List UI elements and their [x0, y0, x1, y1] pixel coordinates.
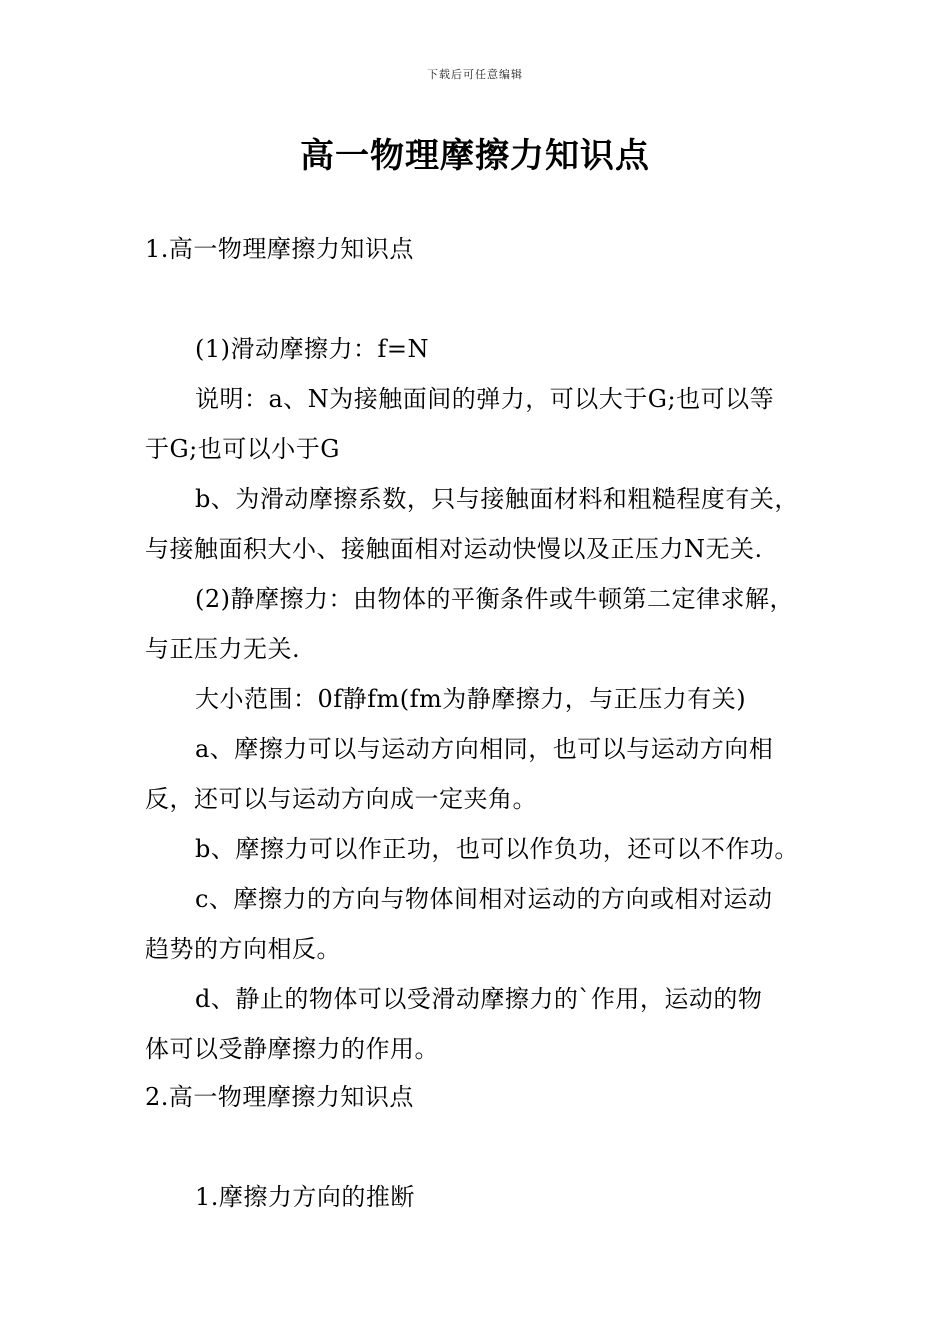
paragraph-line: 与接触面积大小、接触面相对运动快慢以及正压力N无关. — [145, 535, 763, 563]
paragraph-line: 说明：a、N为接触面间的弹力，可以大于G;也可以等 — [195, 385, 775, 413]
subsection-heading: 1.摩擦力方向的推断 — [195, 1183, 415, 1211]
paragraph-line: b、为滑动摩擦系数，只与接触面材料和粗糙程度有关， — [195, 485, 799, 513]
paragraph-line: (1)滑动摩擦力：f=N — [195, 335, 429, 363]
paragraph-line: b、摩擦力可以作正功，也可以作负功，还可以不作功。 — [195, 835, 799, 863]
paragraph-line: (2)静摩擦力：由物体的平衡条件或牛顿第二定律求解， — [195, 585, 794, 613]
paragraph-line: a、摩擦力可以与运动方向相同，也可以与运动方向相 — [195, 735, 774, 763]
header-note: 下载后可任意编辑 — [427, 68, 523, 81]
paragraph-line: 体可以受静摩擦力的作用。 — [145, 1035, 439, 1063]
paragraph-line: c、摩擦力的方向与物体间相对运动的方向或相对运动 — [195, 885, 773, 913]
section-heading-1: 1.高一物理摩擦力知识点 — [145, 235, 414, 263]
paragraph-line: d、静止的物体可以受滑动摩擦力的`作用，运动的物 — [195, 985, 763, 1013]
paragraph-line: 与正压力无关. — [145, 635, 301, 663]
paragraph-line: 反，还可以与运动方向成一定夹角。 — [145, 785, 537, 813]
paragraph-line: 于G;也可以小于G — [145, 435, 340, 463]
section-heading-2: 2.高一物理摩擦力知识点 — [145, 1083, 414, 1111]
page-title: 高一物理摩擦力知识点 — [300, 136, 650, 176]
paragraph-line: 趋势的方向相反。 — [145, 935, 341, 963]
paragraph-line: 大小范围：0f静fm(fm为静摩擦力，与正压力有关) — [195, 685, 747, 713]
